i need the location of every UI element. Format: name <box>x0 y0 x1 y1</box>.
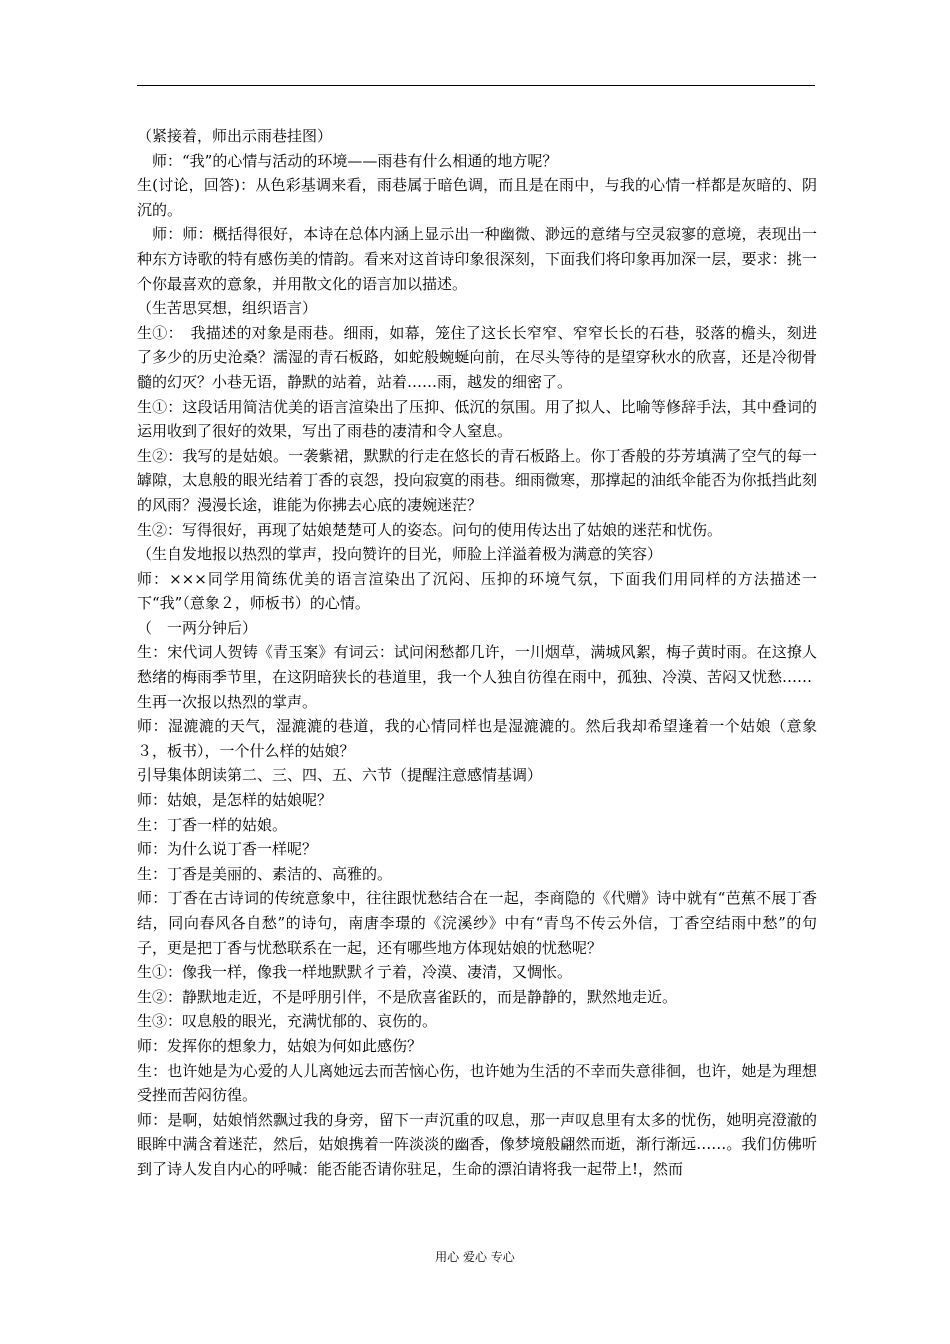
paragraph: 生③：叹息般的眼光，充满忧郁的、哀伤的。 <box>137 1012 438 1031</box>
paragraph: 师：姑娘，是怎样的姑娘呢？ <box>137 791 333 810</box>
paragraph: 师：为什么说丁香一样呢？ <box>137 840 318 859</box>
document-body <box>137 124 817 1182</box>
paragraph: 生①： 我描述的对象是雨巷。细雨，如幕，笼住了这长长窄窄、窄窄长长的石巷，驳落的檐头，刻进了多少的历史沧桑？濡湿的青石板路，如蛇般蜿蜒向前，在尽头等待的是望穿秋水的欣喜，还是冷彻骨髓的幻灭？小巷无语，静默的站着，站着……雨，越发的细密了。 <box>137 323 817 391</box>
paragraph: 生(讨论，回答)：从色彩基调来看，雨巷属于暗色调，而且是在雨中，与我的心情一样都是灰暗的、阴沉的。 <box>137 176 817 219</box>
paragraph: 师：丁香在古诗词的传统意象中，往往跟忧愁结合在一起，李商隐的《代赠》诗中就有“芭蕉不展丁香结，同向春风各自愁”的诗句，南唐李璟的《浣溪纱》中有“青鸟不传云外信，丁香空结雨中愁”的句子，更是把丁香与忧愁联系在一起，还有哪些地方体现姑娘的忧愁呢？ <box>137 889 817 957</box>
paragraph: 生：宋代词人贺铸《青玉案》有词云：试问闲愁都几许，一川烟草，满城风絮，梅子黄时雨。在这撩人愁绪的梅雨季节里，在这阴暗狭长的巷道里，我一个人独自彷徨在雨中，孤独、冷漠、苦闷又忧愁…… <box>137 643 817 687</box>
paragraph: 师：×××同学用简练优美的语言渲染出了沉闷、压抑的环境气氛，下面我们用同样的方法描述一下“我”（意象２，师板书）的心情。 <box>137 569 817 613</box>
paragraph: 师：湿漉漉的天气，湿漉漉的巷道，我的心情同样也是湿漉漉的。然后我却希望逢着一个姑娘（意象３，板书），一个什么样的姑娘？ <box>137 717 817 760</box>
paragraph: 引导集体朗读第二、三、四、五、六节（提醒注意感情基调） <box>137 766 543 785</box>
paragraph: （生自发地报以热烈的掌声，投向赞许的目光，师脸上洋溢着极为满意的笑容） <box>137 545 663 564</box>
paragraph: 生②：写得很好，再现了姑娘楚楚可人的姿态。问句的使用传达出了姑娘的迷茫和忧伤。 <box>137 520 723 539</box>
paragraph: （紧接着，师出示雨巷挂图） <box>137 127 333 145</box>
paragraph: 生①：这段话用简洁优美的语言渲染出了压抑、低沉的氛围。用了拟人、比喻等修辞手法，其中叠词的运用收到了很好的效果，写出了雨巷的凄清和令人窒息。 <box>137 397 817 441</box>
paragraph: 师：是啊，姑娘悄然飘过我的身旁，留下一声沉重的叹息，那一声叹息里有太多的忧伤，她明亮澄澈的眼眸中满含着迷茫，然后，姑娘携着一阵淡淡的幽香，像梦境般翩然而逝，渐行渐远……。我们仿佛听到了诗人发自内心的呼喊：能否能否请你驻足，生命的漂泊请将我一起带上!，然而 <box>137 1110 817 1178</box>
paragraph: 师：师：概括得很好，本诗在总体内涵上显示出一种幽微、渺远的意绪与空灵寂寥的意境，表现出一种东方诗歌的特有感伤美的情韵。看来对这首诗印象很深刻，下面我们将印象再加深一层，要求：挑一个你最喜欢的意象，并用散文化的语言加以描述。 <box>137 225 817 293</box>
paragraph: 师：“我”的心情与活动的环境——雨巷有什么相通的地方呢？ <box>137 151 558 170</box>
paragraph: 生②：静默地走近，不是呼朋引伴，不是欣喜雀跃的，而是静静的，默然地走近。 <box>137 987 678 1006</box>
paragraph: 生：也许她是为心爱的人儿离她远去而苦恼心伤，也许她为生活的不幸而失意徘徊，也许，她是为理想受挫而苦闷彷徨。 <box>137 1061 817 1105</box>
page-footer: 用心 爱心 专心 <box>435 1250 515 1264</box>
paragraph: 生①：像我一样，像我一样地默默彳亍着，冷漠、凄清，又惆怅。 <box>137 963 573 982</box>
paragraph: （生苦思冥想，组织语言） <box>137 299 318 318</box>
paragraph: 师：发挥你的想象力，姑娘为何如此感伤？ <box>137 1036 423 1055</box>
paragraph: 生：丁香是美丽的、素洁的、高雅的。 <box>137 864 393 883</box>
paragraph: （ 一两分钟后） <box>137 618 258 637</box>
paragraph: 生再一次报以热烈的掌声。 <box>137 692 318 711</box>
paragraph: 生：丁香一样的姑娘。 <box>137 815 288 834</box>
paragraph: 生②：我写的是姑娘。一袭紫裙，默默的行走在悠长的青石板路上。你丁香般的芬芳填满了空气的每一罅隙，太息般的眼光结着丁香的哀怨，投向寂寞的雨巷。细雨微寒，那撑起的油纸伞能否为你抵挡此刻的风雨？漫漫长途，谁能为你拂去心底的凄婉迷茫？ <box>137 446 817 514</box>
header-rule <box>137 85 815 86</box>
